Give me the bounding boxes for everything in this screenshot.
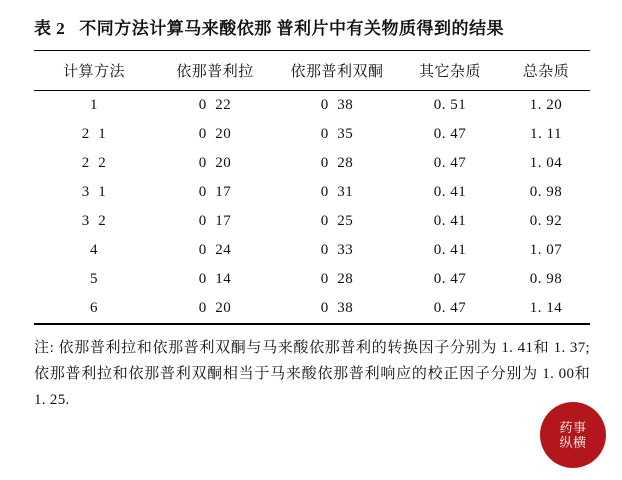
cell-other-impurities: 0. 41 [433,184,467,200]
column-header-method: 计算方法 [62,64,125,80]
table-row [34,207,590,236]
cell-other-impurities: 0. 51 [433,97,467,113]
table-caption-label: 表 2 [34,19,66,38]
cell-method: 5 [90,271,98,287]
cell-enalaprilat: 0 20 [198,300,232,316]
cell-other-impurities: 0. 47 [433,126,467,142]
table-caption-text: 不同方法计算马来酸依那 普利片中有关物质得到的结果 [79,19,504,38]
cell-method: 6 [90,300,98,316]
cell-enalaprilat: 0 20 [198,126,232,142]
table-row [34,91,590,121]
cell-total-impurities: 1. 07 [529,242,563,258]
table-row [34,294,590,324]
cell-enalaprilat: 0 17 [198,184,232,200]
column-header-enalapril-diketopiperazine: 依那普利双酮 [290,64,384,80]
cell-total-impurities: 1. 20 [529,97,563,113]
cell-total-impurities: 1. 11 [530,126,562,142]
cell-enalaprilat: 0 22 [198,97,232,113]
cell-method: 4 [90,242,98,258]
table-footnote: 注: 依那普利拉和依那普利双酮与马来酸依那普利的转换因子分别为 1. 41和 1. 37;依那普利拉和依那普利双酮相当于马来酸依那普利响应的校正因子分别为 1. 00和 1. 25. [34,340,590,408]
watermark-text: 药事纵横 [559,420,587,450]
table-header-row [34,51,590,91]
table-header [34,51,590,91]
cell-other-impurities: 0. 47 [433,271,467,287]
results-table [34,50,590,325]
cell-other-impurities: 0. 47 [433,300,467,316]
cell-method: 3 1 [81,184,107,200]
table-row [34,236,590,265]
table-caption [34,14,588,44]
table-body [34,91,590,325]
cell-diketopiperazine: 0 33 [320,242,354,258]
cell-other-impurities: 0. 47 [433,155,467,171]
cell-diketopiperazine: 0 25 [320,213,354,229]
column-header-other-impurities: 其它杂质 [418,64,481,80]
cell-total-impurities: 1. 04 [529,155,563,171]
cell-diketopiperazine: 0 38 [320,300,354,316]
cell-diketopiperazine: 0 38 [320,97,354,113]
cell-enalaprilat: 0 20 [198,155,232,171]
cell-diketopiperazine: 0 35 [320,126,354,142]
table-row [34,265,590,294]
column-header-enalaprilat: 依那普利拉 [176,64,254,80]
cell-method: 1 [90,97,98,113]
cell-total-impurities: 0. 98 [529,184,563,200]
column-header-total-impurities: 总杂质 [522,64,570,80]
cell-enalaprilat: 0 17 [198,213,232,229]
table-row [34,149,590,178]
cell-method: 2 2 [81,155,107,171]
cell-total-impurities: 0. 92 [529,213,563,229]
cell-enalaprilat: 0 24 [198,242,232,258]
cell-total-impurities: 1. 14 [529,300,563,316]
cell-total-impurities: 0. 98 [529,271,563,287]
table-row [34,120,590,149]
cell-diketopiperazine: 0 28 [320,155,354,171]
cell-other-impurities: 0. 41 [433,213,467,229]
cell-other-impurities: 0. 41 [433,242,467,258]
table-row [34,178,590,207]
cell-method: 3 2 [81,213,107,229]
watermark-stamp [540,402,606,468]
cell-diketopiperazine: 0 28 [320,271,354,287]
cell-method: 2 1 [81,126,107,142]
cell-enalaprilat: 0 14 [198,271,232,287]
cell-diketopiperazine: 0 31 [320,184,354,200]
